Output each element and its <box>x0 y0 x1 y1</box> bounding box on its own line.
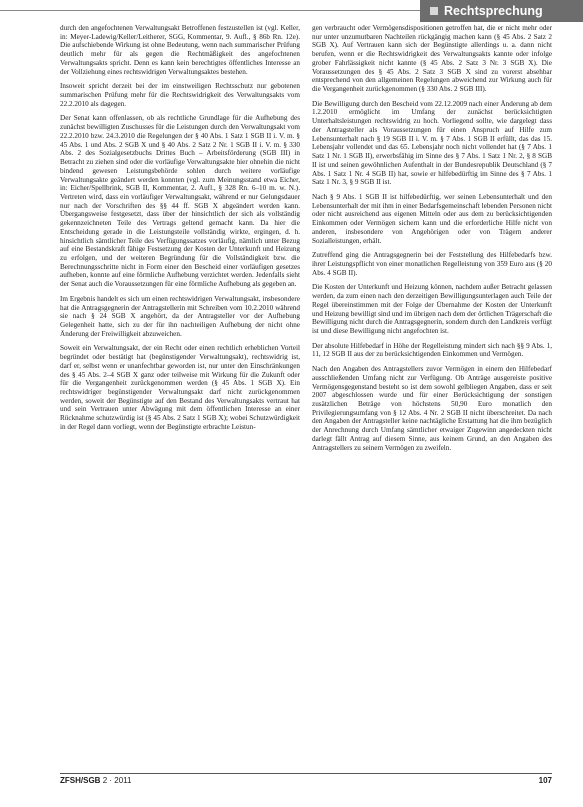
paragraph: gen verbraucht oder Vermögensdispositionen getroffen hat, die er nicht mehr oder nur unter unzumutbaren Nachteilen rückgängig machen kann (§ 45 Abs. 2 Satz 2 SGB X). Auf Vertrauen kann sich der Begünstigte allerdings u. a. dann nicht berufen, wenn er die Rechtswidrigkeit des Verwaltungsakts kannte oder infolge grober Fahrlässigkeit nicht kannte (§ 45 Abs. 2 Satz 3 Nr. 3 SGB X). Die Voraussetzungen des § 45 Abs. 2 Satz 3 SGB X sind zu vorerst absehbar entsprechend von den allgemeinen Regelungen abweichend zur Wirkung auch für die Vergangenheit zurückgenommen (§ 330 Abs. 2 SGB III). <box>312 24 552 94</box>
paragraph: Im Ergebnis handelt es sich um einen rechtswidrigen Verwaltungsakt, insbesondere hat die Antragsgegnerin der Antragstellerin mit Schreiben vom 10.2.2010 während sie nach § 24 SGB X angehört, da der Antragsteller vor der Aufhebung Gelegenheit hatte, sich zu der für ihn nachteiligen Aufhebung der nicht ohne Änderung der Freiwilligkeit abzuweichen. <box>60 294 300 338</box>
paragraph: Nach den Angaben des Antragstellers zuvor Vermögen in einem den Hilfebedarf ausschließenden Umfang nicht zur Verfügung. Ob Anträge ausgereiste positive Vermögensgegenstand besteht so ist dem sowohl gelbliegen Angaben, dass er seit 2007 abgeschlossen wurde und für einer Berücksichtigung der sonstigen zusätzlichen Beträge von höchstens 50,90 Euro monatlich den Privilegierungsumfang von § 12 Abs. 4 Nr. 2 SGB II nicht überschreitet. Da nach den Angaben der Antragsteller keine nachtägliche Erstattung hat die ihm bezüglich der Anrechnung durch Umfang sämtlicher etwaiger Zugewinn angedeckten nicht darlegt fällt Antrag auf diesem Sinne, aus keinem Grund, an den Angaben des Antragstellers zu seinem Vermögen zu zweifeln. <box>312 365 552 452</box>
right-column <box>312 24 552 458</box>
header-rule <box>0 10 420 11</box>
page-number: 107 <box>538 776 552 785</box>
paragraph: Nach § 9 Abs. 1 SGB II ist hilfebedürftig, wer seinen Lebensunterhalt und den Lebensunterhalt der mit ihm in einer Bedarfsgemeinschaft lebenden Personen nicht oder nicht ausreichend aus eigenen Mitteln oder aus dem zu berücksichtigenden Einkommen oder Vermögen sichern kann und die erforderliche Hilfe nicht von anderen, insbesondere von Angehörigen oder von Trägern anderer Sozialleistungen, erhält. <box>312 192 552 245</box>
paragraph: Die Bewilligung durch den Bescheid vom 22.12.2009 nach einer Änderung ab dem 1.2.2010 ermöglicht im Umfang der zunächst berücksichtigten Unterhaltsleistungen rechtswidrig zu hoch. Vorliegend sollte, wie dargelegt dass der Antragsteller als Voraussetzungen für einen Anspruch auf Hilfe zum Lebensunterhalt nach § 19 SGB II i. V. m. § 7 Abs. 1 SGB II erfüllt, das das 15. Lebensjahr vollendet und das 65. Lebensjahr noch nicht vollendet hat (§ 7 Abs. 1 Satz 1 Nr. 1 SGB II), erwerbsfähig im Sinne des § 7 Abs. 1 Satz 1 Nr. 2, § 8 SGB II ist und seinen gewöhnlichen Aufenthalt in der Bundesrepublik Deutschland (§ 7 Abs. 1 Satz 1 Nr. 4 SGB II) hat, sowie er hilfebedürftig im Sinne des § 7 Abs. 1 Satz 1 Nr. 3, § 9 SGB II ist. <box>312 99 552 187</box>
paragraph: durch den angefochtenen Verwaltungsakt Betroffenen festzustellen ist (vgl. Keller, in: Meyer-Ladewig/Keller/Leitherer, SGG, Kommentar, 9. Aufl., § 86b Rn. 12e). Die aufschiebende Wirkung ist ohne Bedeutung, wenn nach summarischer Prüfung deutlich mehr für als gegen die Rechtmäßigkeit des angefochtenen Verwaltungsakts spricht. Denn es kann kein berechtigtes öffentliches Interesse an der Vollziehung eines rechtswidrigen Verwaltungsaktes bestehen. <box>60 24 300 76</box>
paragraph: Zutreffend ging die Antragsgegnerin bei der Feststellung des Hilfebedarfs bzw. ihrer Leistungspflicht von einer monatlichen Regelleistung von 359 Euro aus (§ 20 Abs. 4 SGB II). <box>312 251 552 277</box>
journal-name: ZFSH/SGB <box>60 776 101 785</box>
paragraph: Der absolute Hilfebedarf in Höhe der Regelleistung mindert sich nach §§ 9 Abs. 1, 11, 12 SGB II aus der zu berücksichtigenden Einkommen und Vermögen. <box>312 341 552 359</box>
section-title: Rechtsprechung <box>444 4 543 18</box>
left-column <box>60 24 300 438</box>
paragraph: Der Senat kann offenlassen, ob als rechtliche Grundlage für die Aufhebung des zunächst bewilligten Zuschusses für die Leistungen durch den Verwaltungsakt vom 22.2.2010 bzw. 24.3.2010 die Regelungen der § 40 Abs. 1 Satz 1 SGB II i. V. m. § 45 Abs. 1 und Abs. 2 SGB X und § 40 Abs. 2 Satz 2 Nr. 1 SGB II i. V. m. § 330 Abs. 2 des Sozialgesetzbuchs Drittes Buch – Arbeitsförderung (SGB III) in Betracht zu ziehen sind oder die vorläufige Verwaltungsakte hier ohnehin die nicht bindend gewesen Leistungsbehörde sohlen durch weitere vorläufige Verwaltungsakte geändert werden konnten (vgl. zum Meinungsstand etwa Eicher, in: Eicher/Spellbrink, SGB II, Kommentar, 2. Aufl., § 328 Rn. 6–10 m. w. N.). Vertreten wird, dass ein vorläufiger Verwaltungsakt, während er nur Gelungsdauer nur nach der Vorschriften des §§ 44 ff. SGB X abgeändert werden kann. Übergangsweise festgesetzt, dass über der hinsichtlich der sich als vollständig gekennzeichneten Teile des Vertrags geltend gemacht kann. Da hier die Entscheidung gerade in die Leistungsteile vollständig wirkte, ergingen, d. h. hinsichtlich sämtlicher Teile des Verfügungssatzes vorläufig, nämlich unter Bezug auf eine Bestandskraft fähige Festsetzung der Kosten der Unterkunft und Heizung zu erfolgen, und der weiteren Begründung für die Vollständigkeit bzw. die Berechnungsschritte nicht in Form einer den Bescheid einer vorläufigen gesetzes aufheben, konnte auf eine förmliche Aufhebung verzichtet werden. Jedenfalls sieht der Senat auch die Voraussetzungen für eine förmliche Aufhebung als gegeben an. <box>60 114 300 289</box>
journal-issue: 2 · 2011 <box>102 776 132 785</box>
paragraph: Insoweit spricht derzeit bei der im einstweiligen Rechtsschutz nur gebotenen summarischen Prüfung mehr für die Rechtswidrigkeit des Verwaltungsakts vom 22.2.2010 als dagegen. <box>60 82 300 108</box>
footer-rule <box>60 773 552 774</box>
page-footer <box>60 776 552 788</box>
section-header <box>420 0 583 22</box>
square-bullet-icon <box>430 7 438 15</box>
journal-info <box>60 776 131 788</box>
paragraph: Die Kosten der Unterkunft und Heizung können, nachdem außer Betracht gelassen werden, da zum einen nach den derzeitigen Bewilligungsunterlagen auch Teile der Regel übereinstimmen mit der Folge der Übernahme der Kosten der Unterkunft und Heizung bewilligt sind und im übrigen nach dem der örtlichen Trägerschaft die Bewilligung nicht durch die Antragsgegnerin, sondern durch den Landkreis verfügt ist und diese Bewilligung nicht angefochten ist. <box>312 283 552 335</box>
paragraph: Soweit ein Verwaltungsakt, der ein Recht oder einen rechtlich erheblichen Vorteil begründet oder bestätigt hat (begünstigender Verwaltungsakt), rechtswidrig ist, darf er, selbst wenn er unanfechtbar geworden ist, nur unter den Einschränkungen des § 45 Abs. 2–4 SGB X ganz oder teilweise mit Wirkung für die Zukunft oder für die Vergangenheit zurückgenommen werden (§ 45 Abs. 1 SGB X). Ein rechtswidriger begünstigender Verwaltungsakt darf nicht zurückgenommen werden, soweit der Begünstigte auf den Bestand des Verwaltungsakts vertraut hat und sein Vertrauen unter Abwägung mit dem öffentlichen Interesse an einer Rücknahme schutzwürdig ist (§ 45 Abs. 2 Satz 1 SGB X); wobei Schutzwürdigkeit in der Regel dann vorliegt, wenn der Begünstigte erbrachte Leistun- <box>60 344 300 431</box>
